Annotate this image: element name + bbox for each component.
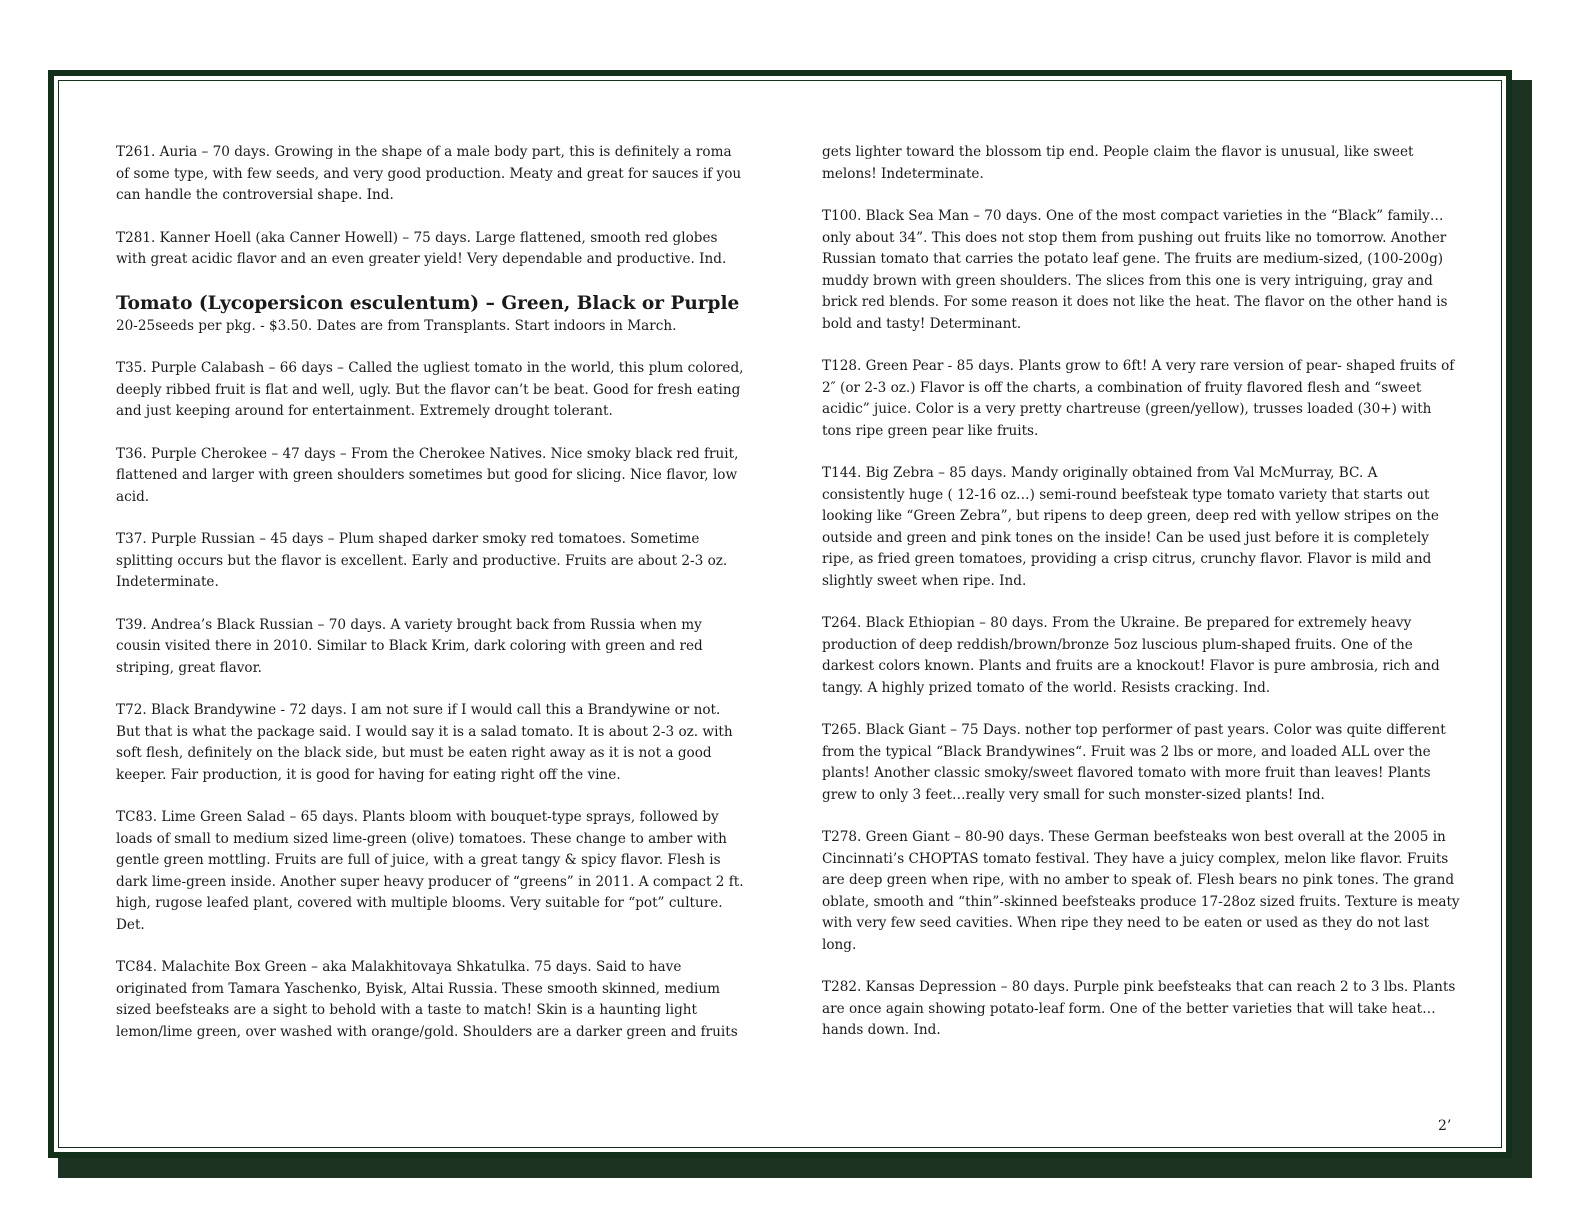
catalog-entry: T261. Auria – 70 days. Growing in the shape of a male body part, this is definitely a roma of some type, with few seeds, and very good production. Meaty and great for sauces if you can handle the controversial shape. Ind. xyxy=(116,144,742,203)
section-subtitle: 20-25seeds per pkg. - $3.50. Dates are from Transplants. Start indoors in March. xyxy=(116,317,677,334)
right-column xyxy=(822,142,1462,1063)
catalog-entry: T144. Big Zebra – 85 days. Mandy originally obtained from Val McMurray, BC. A consistently huge ( 12-16 oz…) semi-round beefsteak type tomato variety that starts out looking like “Green Zebra”, but ripens to deep green, deep red with yellow stripes on the outside and green and pink tones on the inside! Can be used just before it is completely ripe, as fried green tomatoes, providing a crisp citrus, crunchy flavor. Flavor is mild and slightly sweet when ripe. Ind. xyxy=(822,465,1439,589)
catalog-entry: T264. Black Ethiopian – 80 days. From the Ukraine. Be prepared for extremely heavy production of deep reddish/brown/bronze 5oz luscious plum-shaped fruits. One of the darkest colors known. Plants and fruits are a knockout! Flavor is pure ambrosia, rich and tangy. A highly prized tomato of the world. Resists cracking. Ind. xyxy=(822,615,1440,696)
catalog-entry: T281. Kanner Hoell (aka Canner Howell) – 75 days. Large flattened, smooth red globes with great acidic flavor and an even greater yield! Very dependable and productive. Ind. xyxy=(116,229,727,267)
catalog-entry: T128. Green Pear - 85 days. Plants grow to 6ft! A very rare version of pear- shaped fruits of 2″ (or 2-3 oz.) Flavor is off the charts, a combination of fruity flavored flesh and “sweet acidic” juice. Color is a very pretty chartreuse (green/yellow), trusses loaded (30+) with tons ripe green pear like fruits. xyxy=(822,358,1455,439)
catalog-entry: T35. Purple Calabash – 66 days – Called the ugliest tomato in the world, this plum colored, deeply ribbed fruit is flat and well, ugly. But the flavor can’t be beat. Good for fresh eating and just keeping around for entertainment. Extremely drought tolerant. xyxy=(116,360,744,419)
page-number: 2’ xyxy=(1438,1118,1452,1134)
catalog-entry: T278. Green Giant – 80-90 days. These German beefsteaks won best overall at the 2005 in Cincinnati’s CHOPTAS tomato festival. They have a juicy complex, melon like flavor. Fruits are deep green when ripe, with no amber to speak of. Flesh bears no pink tones. The grand oblate, smooth and “thin”-skinned beefsteaks produce 17-28oz sized fruits. Texture is meaty with very few seed cavities. When ripe they need to be eaten or used as they do not last long. xyxy=(822,829,1460,953)
catalog-entry-continued: gets lighter toward the blossom tip end. People claim the flavor is unusual, like sweet melons! Indeterminate. xyxy=(822,144,1414,182)
catalog-entry: T265. Black Giant – 75 Days. nother top performer of past years. Color was quite different from the typical “Black Brandywines“. Fruit was 2 lbs or more, and loaded ALL over the plants! Another classic smoky/sweet flavored tomato with more fruit than leaves! Plants grew to only 3 feet…really very small for such monster-sized plants! Ind. xyxy=(822,722,1446,803)
catalog-entry: TC84. Malachite Box Green – aka Malakhitovaya Shkatulka. 75 days. Said to have originated from Tamara Yaschenko, Byisk, Altai Russia. These smooth skinned, medium sized beefsteaks are a sight to behold with a taste to match! Skin is a haunting light lemon/lime green, over washed with orange/gold. Shoulders are a darker green and fruits xyxy=(116,959,738,1040)
catalog-entry: T100. Black Sea Man – 70 days. One of the most compact varieties in the “Black” family…only about 34”. This does not stop them from pushing out fruits like no tomorrow. Another Russian tomato that carries the potato leaf gene. The fruits are medium-sized, (100-200g) muddy brown with green shoulders. The slices from this one is very intriguing, gray and brick red blends. For some reason it does not like the heat. The flavor on the other hand is bold and tasty! Determinant. xyxy=(822,208,1448,332)
section-title: Tomato (Lycopersicon esculentum) – Green, Black or Purple xyxy=(116,292,740,314)
catalog-entry: T282. Kansas Depression – 80 days. Purple pink beefsteaks that can reach 2 to 3 lbs. Plants are once again showing potato-leaf form. One of the better varieties that will take heat…hands down. Ind. xyxy=(822,979,1456,1038)
catalog-entry: T39. Andrea’s Black Russian – 70 days. A variety brought back from Russia when my cousin visited there in 2010. Similar to Black Krim, dark coloring with green and red striping, great flavor. xyxy=(116,616,703,676)
catalog-entry: T72. Black Brandywine - 72 days. I am not sure if I would call this a Brandywine or not. But that is what the package said. I would say it is a salad tomato. It is about 2-3 oz. with soft flesh, definitely on the black side, but must be eaten right away as it is not a good keeper. Fair production, it is good for having for eating right off the vine. xyxy=(116,702,733,783)
catalog-entry: TC83. Lime Green Salad – 65 days. Plants bloom with bouquet-type sprays, followed by loads of small to medium sized lime-green (olive) tomatoes. These change to amber with gentle green mottling. Fruits are full of juice, with a great tangy & spicy flavor. Flesh is dark lime-green inside. Another super heavy producer of “greens” in 2011. A compact 2 ft. high, rugose leafed plant, covered with multiple blooms. Very suitable for “pot” culture. Det. xyxy=(116,809,744,933)
left-column xyxy=(116,142,746,1064)
catalog-entry: T36. Purple Cherokee – 47 days – From the Cherokee Natives. Nice smoky black red fruit, flattened and larger with green shoulders sometimes but good for slicing. Nice flavor, low acid. xyxy=(116,445,739,505)
catalog-entry: T37. Purple Russian – 45 days – Plum shaped darker smoky red tomatoes. Sometime splitting occurs but the flavor is excellent. Early and productive. Fruits are about 2-3 oz. Indeterminate. xyxy=(116,531,728,590)
